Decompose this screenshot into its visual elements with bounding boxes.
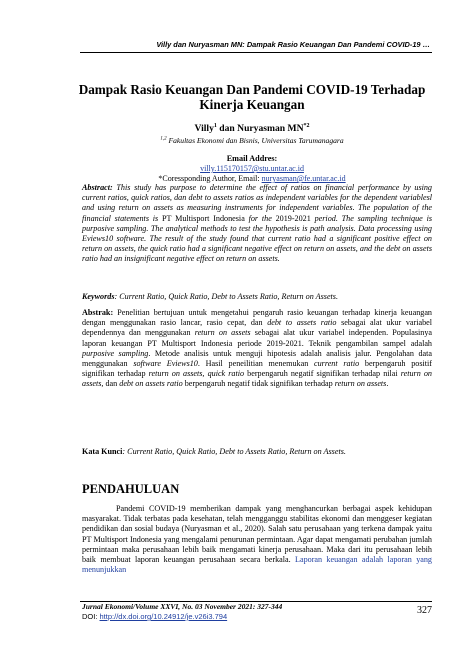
doi-link[interactable]: http://dx.doi.org/10.24912/je.v26i3.794 (99, 612, 228, 621)
abstrak-j: , dan (101, 379, 120, 389)
abstrak-i3: purposive sampling (82, 348, 149, 358)
abstrak-a: Penelitian bertujuan untuk mengetahui pengaruh rasio keuangan terhadap kinerja keuangan dengan menggunakan rasio lancar, rasio cepat, dan (82, 308, 432, 328)
abstrak-k: berpengaruh negatif tidak signifikan terhadap (182, 379, 335, 389)
abstrak-i6: return on assets (148, 369, 203, 379)
abstrak-i9: debt on assets ratio (119, 379, 183, 389)
abstrak-b: sebagai alat ukur variabel dependennya dan menggunakan (82, 318, 433, 338)
affiliation-text: Fakultas Ekonomi dan Bisnis, Universitas Tarumanagara (166, 136, 344, 145)
email-line-2 (60, 174, 444, 183)
abstrak-i5: current ratio (314, 359, 360, 369)
abstrak-h: berpengaruh negatif signifikan terhadap nilai (244, 369, 401, 379)
doi-label: DOI: (82, 612, 100, 621)
abstrak-l: . (386, 379, 389, 389)
kata-kunci (82, 447, 432, 457)
doi-line (82, 612, 227, 621)
abstrak-label: Abstrak: (82, 308, 114, 317)
abstract-text-1: This study has purpose to determine the effect of ratios on financial performance by using current ratios, quick ratios, dan debt to assets ratios as independent variables for the dependent variablesl and using return on assets as measuring instruments for independent variables. The population of the financial statements is (82, 183, 432, 223)
email-line-1 (60, 164, 444, 173)
abstrak-i10: return on assets (334, 379, 387, 389)
abstrak-d: . Metode analisis untuk menguji hipotesis adalah analisis jalur. Pengolahan data menggunakan (82, 348, 433, 369)
abstract-text-3: period. The sampling technique is purposive sampling. The analytical methods to test the hypothesis is path analysis. Data processing using Eviews10 software. The result of the study found that current ratio had a significant positive effect on return on assets, the quick ratio had a significant negative effect on return on assets, and the debt on assets ratio had an insignificant negative effect on return on assets. (82, 213, 432, 264)
section-heading: PENDAHULUAN (82, 482, 180, 496)
journal-citation: Jurnal Ekonomi/Volume XXVI, No. 03 November 2021: 327-344 (82, 602, 283, 611)
author-2: Nuryasman MN (237, 123, 304, 135)
author-1: Villy (194, 123, 214, 135)
abstract-text-2: for the (244, 213, 276, 223)
email-heading: Email Addres: (226, 154, 278, 163)
abstrak-i8: return on assets (82, 369, 432, 389)
header-rule (80, 52, 432, 53)
body-paragraph (82, 504, 432, 575)
corresponding-label: *Coressponding Author, Email: (158, 174, 262, 183)
abstract-company: PT Multisport Indonesia (161, 213, 245, 223)
author-2-sup: *2 (303, 123, 310, 129)
abstrak-c: sebagai alat ukur variabel independen. Populasinya laporan keuangan PT Multisport Indonesia periode 2019-2021. Teknik pengambilan sampel adalah (82, 328, 432, 348)
keywords-text: : Current Ratio, Quick Ratio, Debt to Assets Ratio, Return on Assets. (114, 292, 338, 301)
abstrak-e: . Hasil peneilitian menemukan (197, 359, 314, 369)
kata-kunci-text: : Current Ratio, Quick Ratio, Debt to Assets Ratio, Return on Assets. (122, 447, 346, 456)
page-number: 327 (417, 605, 432, 616)
affiliation (60, 136, 444, 145)
abstrak-f: berpengaruh positif signifikan terhadap (82, 359, 432, 379)
paper-title-line1: Dampak Rasio Keuangan Dan Pandemi COVID-19 Terhadap (78, 82, 426, 97)
body-text-tail: Laporan keuangan adalah laporan yang menunjukkan (82, 555, 432, 575)
abstrak-i4: software Eviews10 (133, 359, 198, 369)
email-link-2[interactable]: nuryasman@fe.untar.ac.id (261, 174, 346, 183)
body-text: Pandemi COVID-19 memberikan dampak yang menghancurkan berbagai aspek kehidupan masyarakat. Tidak terbatas pada kesehatan, telah mengganggu stabilitas ekonomi dan menggeser kegiatan pendidikan dan sosial budaya (Nuryasman et al., 2020). Salah satu perusahaan yang terkena dampak yaitu PT Multisport Indonesia yang mengalami penurunan permintaan. Agar dapat mengamati perubahan jumlah permintaan maka perusahaan lebih baik mengamati kinerja perusahaan. Maka dari itu perusahaan lebih baik membuat laporan keuangan perusahaan secara berkala. (82, 504, 432, 565)
affiliation-sup: 1,2 (160, 136, 167, 142)
email-link-1[interactable]: villy.115170157@stu.untar.ac.id (200, 164, 304, 173)
abstrak-i7: quick ratio (207, 369, 245, 379)
abstract-english (82, 183, 432, 265)
paper-title-line2: Kinerja Keuangan (199, 97, 305, 112)
keywords-label: Keywords (82, 292, 115, 301)
abstract-years: 2019-2021 (275, 213, 311, 223)
abstrak-g: , (202, 369, 208, 379)
keywords-english (82, 292, 432, 302)
authors-conj: dan (216, 123, 238, 135)
abstrak-indonesian (82, 308, 432, 390)
abstrak-i1: debt to assets ratio (267, 318, 337, 328)
kata-kunci-label: Kata Kunci (82, 447, 123, 456)
paper-title (60, 82, 444, 112)
author-1-sup: 1 (213, 123, 217, 129)
abstrak-i2: return on assets (194, 328, 251, 338)
abstract-label: Abstract: (82, 183, 113, 192)
authors (60, 123, 444, 134)
running-header: Villy dan Nuryasman MN: Dampak Rasio Keuangan Dan Pandemi COVID-19 … (156, 40, 430, 49)
